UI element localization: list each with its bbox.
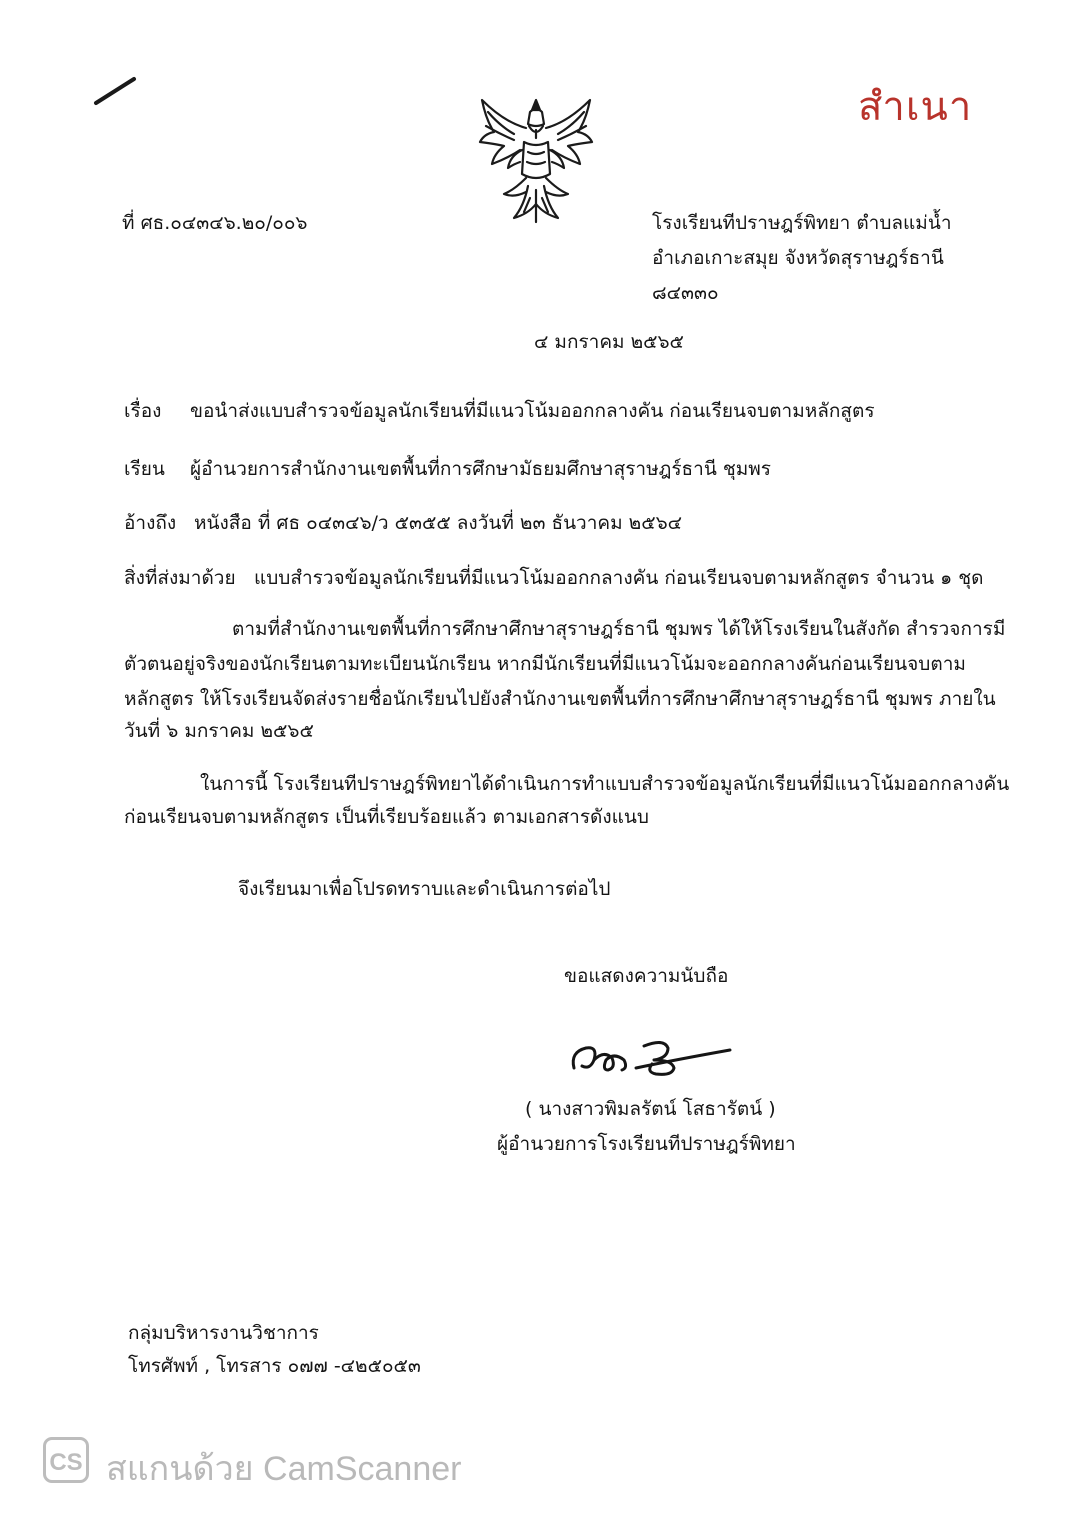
enclosure-label: สิ่งที่ส่งมาด้วย [124, 567, 236, 589]
handwritten-signature [564, 1030, 740, 1086]
copy-stamp: สำเนา [858, 84, 973, 130]
pen-mark [90, 72, 140, 108]
garuda-emblem [474, 94, 598, 228]
body-paragraph-1-line-2: ตัวตนอยู่จริงของนักเรียนตามทะเบียนนักเรียน หากมีนักเรียนที่มีแนวโน้มจะออกกลางคันก่อนเรียนจบตาม [124, 653, 966, 675]
body-paragraph-1-line-4: วันที่ ๖ มกราคม ๒๕๖๕ [124, 720, 314, 742]
body-paragraph-1-line-1: ตามที่สำนักงานเขตพื้นที่การศึกษาศึกษาสุราษฎร์ธานี ชุมพร ได้ให้โรงเรียนในสังกัด สำรวจการมี [232, 618, 1006, 640]
reference-number: ที่ ศธ.๐๔๓๔๖.๒๐/๐๐๖ [122, 212, 308, 234]
school-address-line-2: อำเภอเกาะสมุย จังหวัดสุราษฎร์ธานี [652, 247, 944, 269]
school-address-line-1: โรงเรียนทีปราษฎร์พิทยา ตำบลแม่น้ำ [652, 212, 952, 234]
body-paragraph-3: จึงเรียนมาเพื่อโปรดทราบและดำเนินการต่อไป [238, 878, 611, 900]
reference-label: อ้างถึง [124, 512, 177, 534]
closing-phrase: ขอแสดงความนับถือ [564, 965, 729, 987]
addressee-text: ผู้อำนวยการสำนักงานเขตพื้นที่การศึกษามัธยมศึกษาสุราษฎร์ธานี ชุมพร [190, 458, 772, 480]
camscanner-logo: CS [43, 1437, 89, 1483]
footer-phone: โทรศัพท์ , โทรสาร ๐๗๗ -๔๒๕๐๕๓ [128, 1355, 421, 1377]
camscanner-watermark: สแกนด้วย CamScanner [106, 1450, 462, 1488]
letter-date: ๔ มกราคม ๒๕๖๕ [534, 331, 684, 353]
enclosure-text: แบบสำรวจข้อมูลนักเรียนที่มีแนวโน้มออกกลางคัน ก่อนเรียนจบตามหลักสูตร จำนวน ๑ ชุด [254, 567, 984, 589]
signer-title: ผู้อำนวยการโรงเรียนทีปราษฎร์พิทยา [497, 1133, 796, 1155]
school-postcode: ๘๔๓๓๐ [652, 282, 719, 304]
body-paragraph-2-line-2: ก่อนเรียนจบตามหลักสูตร เป็นที่เรียบร้อยแล้ว ตามเอกสารดังแนบ [124, 806, 649, 828]
addressee-label: เรียน [124, 458, 165, 480]
reference-text: หนังสือ ที่ ศธ ๐๔๓๔๖/ว ๕๓๕๕ ลงวันที่ ๒๓ ธันวาคม ๒๕๖๔ [194, 512, 683, 534]
signer-name: ( นางสาวพิมลรัตน์ โสธารัตน์ ) [525, 1098, 776, 1120]
body-paragraph-2-line-1: ในการนี้ โรงเรียนทีปราษฎร์พิทยาได้ดำเนินการทำแบบสำรวจข้อมูลนักเรียนที่มีแนวโน้มออกกลางคัน [200, 773, 1010, 795]
subject-label: เรื่อง [124, 400, 162, 422]
footer-department: กลุ่มบริหารงานวิชาการ [128, 1322, 319, 1344]
body-paragraph-1-line-3: หลักสูตร ให้โรงเรียนจัดส่งรายชื่อนักเรียนไปยังสำนักงานเขตพื้นที่การศึกษาศึกษาสุราษฎร์ธานี ชุมพร ภายใน [124, 688, 996, 710]
subject-text: ขอนำส่งแบบสำรวจข้อมูลนักเรียนที่มีแนวโน้มออกกลางคัน ก่อนเรียนจบตามหลักสูตร [190, 400, 875, 422]
